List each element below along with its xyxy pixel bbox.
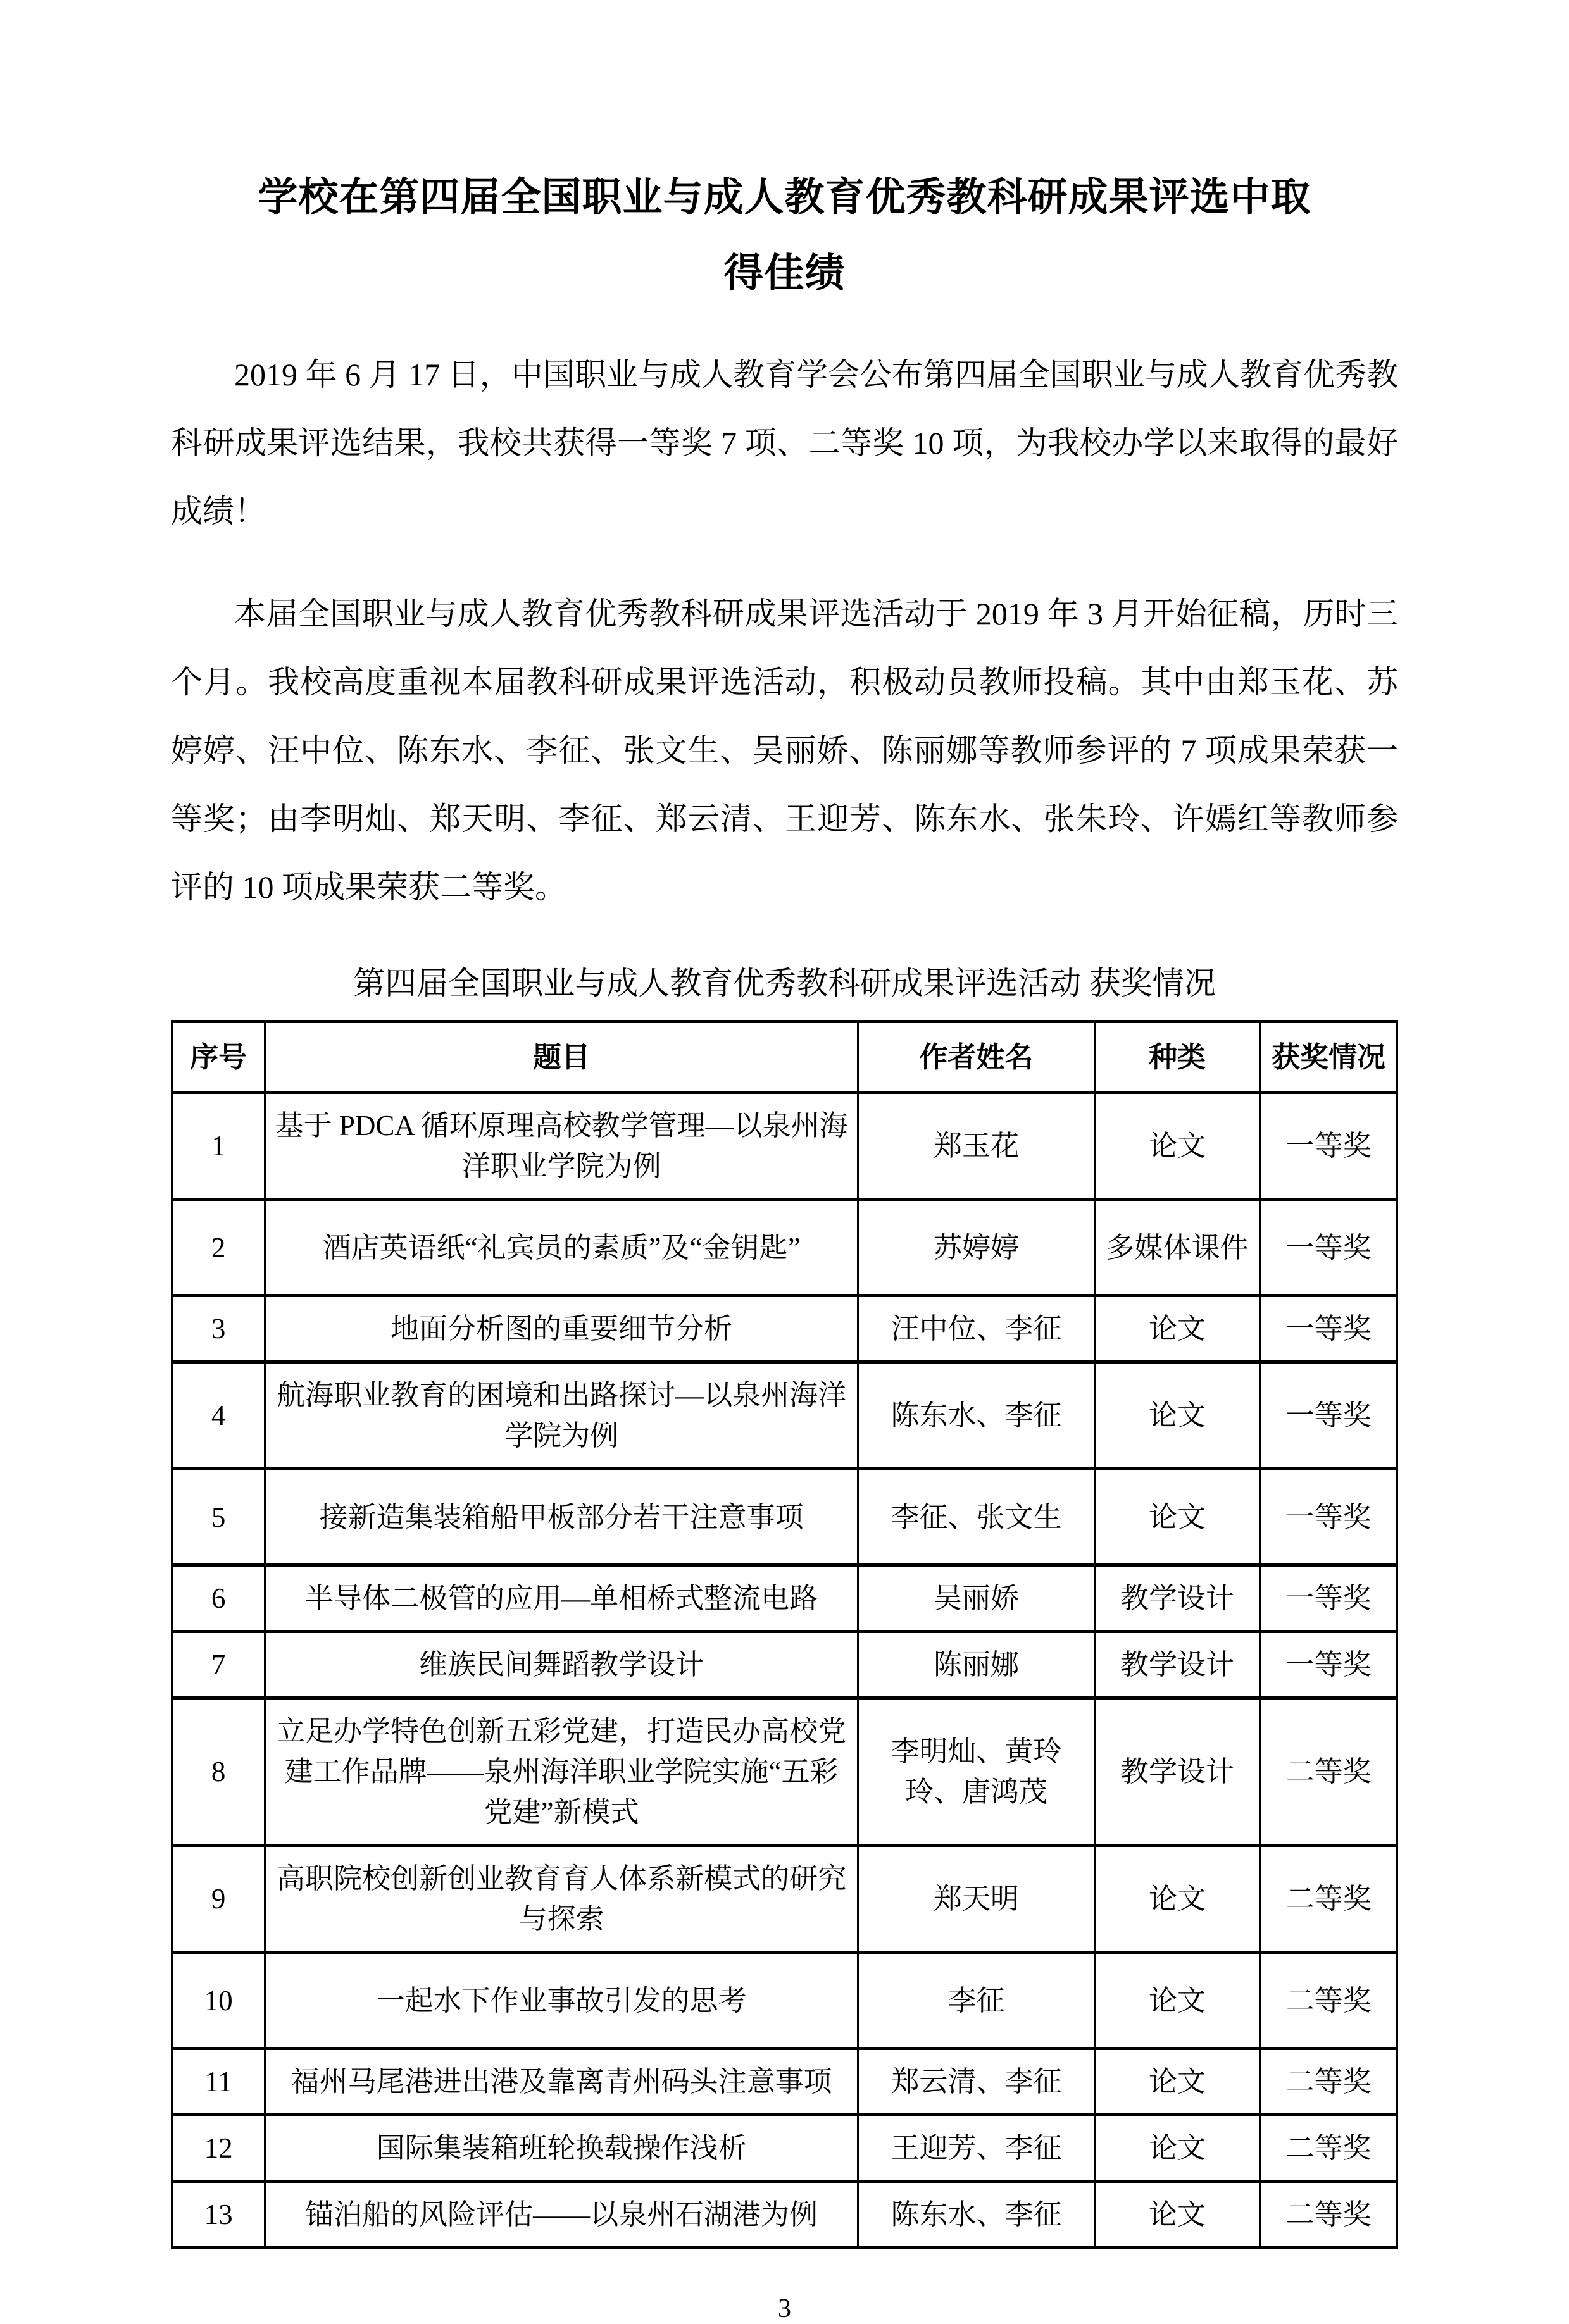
paragraph-results: 2019 年 6 月 17 日，中国职业与成人教育学会公布第四届全国职业与成人教育优秀教科研成果评选结果，我校共获得一等奖 7 项、二等奖 10 项，为我校办学以来取得的最好成绩！: [171, 357, 1398, 529]
type-cell: 论文: [1094, 1846, 1260, 1953]
title-cell: 一起水下作业事故引发的思考: [265, 1953, 858, 2049]
table-row: [172, 1296, 1397, 1362]
title-cell: 立足办学特色创新五彩党建，打造民办高校党建工作品牌——泉州海洋职业学院实施“五彩党建”新模式: [265, 1698, 858, 1846]
award-cell: 一等奖: [1260, 1632, 1397, 1698]
type-cell: 论文: [1094, 1362, 1260, 1469]
row-number-cell: 10: [172, 1953, 265, 2049]
table-body: [172, 1093, 1397, 2248]
authors-cell: 郑云清、李征: [858, 2049, 1095, 2115]
type-cell: 教学设计: [1094, 1632, 1260, 1698]
title-cell: 半导体二极管的应用—单相桥式整流电路: [265, 1565, 858, 1632]
authors-cell: 郑天明: [858, 1846, 1095, 1953]
table-row: [172, 1093, 1397, 1200]
row-number-cell: 12: [172, 2115, 265, 2182]
row-number-cell: 2: [172, 1200, 265, 1296]
title-cell: 酒店英语纸“礼宾员的素质”及“金钥匙”: [265, 1200, 858, 1296]
type-cell: 教学设计: [1094, 1698, 1260, 1846]
document-title-line1: 学校在第四届全国职业与成人教育优秀教科研成果评选中取: [258, 175, 1311, 220]
award-cell: 一等奖: [1260, 1093, 1397, 1200]
authors-cell: 陈丽娜: [858, 1632, 1095, 1698]
type-cell: 论文: [1094, 2049, 1260, 2115]
row-number-cell: 1: [172, 1093, 265, 1200]
document-title-line2: 得佳绩: [723, 251, 846, 295]
type-cell: 论文: [1094, 2182, 1260, 2248]
authors-cell: 汪中位、李征: [858, 1296, 1095, 1362]
paragraph-details: 本届全国职业与成人教育优秀教科研成果评选活动于 2019 年 3 月开始征稿，历时三个月。我校高度重视本届教科研成果评选活动，积极动员教师投稿。其中由郑玉花、苏婷婷、汪中位、陈东水、李征、张文生、吴丽娇、陈丽娜等教师参评的 7 项成果荣获一等奖；由李明灿、郑天明、李征、郑云清、王迎芳、陈东水、张朱玲、许嫣红等教师参评的 10 项成果荣获二等奖。: [171, 596, 1398, 905]
awards-table: [171, 1020, 1398, 2249]
title-cell: 国际集装箱班轮换载操作浅析: [265, 2115, 858, 2182]
row-number-cell: 6: [172, 1565, 265, 1632]
award-cell: 一等奖: [1260, 1296, 1397, 1362]
authors-cell: 李征、张文生: [858, 1469, 1095, 1565]
table-row: [172, 1565, 1397, 1632]
award-cell: 二等奖: [1260, 2115, 1397, 2182]
type-cell: 论文: [1094, 1296, 1260, 1362]
page-number: 3: [778, 2294, 791, 2323]
column-header: 序号: [172, 1022, 265, 1093]
table-row: [172, 1362, 1397, 1469]
table-row: [172, 1698, 1397, 1846]
row-number-cell: 13: [172, 2182, 265, 2248]
table-row: [172, 1846, 1397, 1953]
authors-cell: 陈东水、李征: [858, 1362, 1095, 1469]
row-number-cell: 4: [172, 1362, 265, 1469]
column-header: 题目: [265, 1022, 858, 1093]
column-header: 获奖情况: [1260, 1022, 1397, 1093]
column-header: 作者姓名: [858, 1022, 1095, 1093]
table-row: [172, 2115, 1397, 2182]
type-cell: 论文: [1094, 1093, 1260, 1200]
title-cell: 航海职业教育的困境和出路探讨—以泉州海洋学院为例: [265, 1362, 858, 1469]
table-row: [172, 1632, 1397, 1698]
row-number-cell: 3: [172, 1296, 265, 1362]
authors-cell: 王迎芳、李征: [858, 2115, 1095, 2182]
type-cell: 论文: [1094, 1469, 1260, 1565]
title-cell: 锚泊船的风险评估——以泉州石湖港为例: [265, 2182, 858, 2248]
award-cell: 二等奖: [1260, 1846, 1397, 1953]
column-header: 种类: [1094, 1022, 1260, 1093]
authors-cell: 吴丽娇: [858, 1565, 1095, 1632]
row-number-cell: 9: [172, 1846, 265, 1953]
award-cell: 一等奖: [1260, 1200, 1397, 1296]
title-cell: 福州马尾港进出港及靠离青州码头注意事项: [265, 2049, 858, 2115]
row-number-cell: 5: [172, 1469, 265, 1565]
authors-cell: 郑玉花: [858, 1093, 1095, 1200]
authors-cell: 苏婷婷: [858, 1200, 1095, 1296]
award-cell: 一等奖: [1260, 1362, 1397, 1469]
award-cell: 二等奖: [1260, 2182, 1397, 2248]
type-cell: 多媒体课件: [1094, 1200, 1260, 1296]
authors-cell: 李征: [858, 1953, 1095, 2049]
table-row: [172, 1200, 1397, 1296]
type-cell: 论文: [1094, 1953, 1260, 2049]
table-row: [172, 2049, 1397, 2115]
award-cell: 二等奖: [1260, 1953, 1397, 2049]
table-caption: 第四届全国职业与成人教育优秀教科研成果评选活动 获奖情况: [353, 966, 1216, 1001]
row-number-cell: 7: [172, 1632, 265, 1698]
award-cell: 一等奖: [1260, 1469, 1397, 1565]
award-cell: 二等奖: [1260, 1698, 1397, 1846]
title-cell: 接新造集装箱船甲板部分若干注意事项: [265, 1469, 858, 1565]
title-cell: 维族民间舞蹈教学设计: [265, 1632, 858, 1698]
title-cell: 地面分析图的重要细节分析: [265, 1296, 858, 1362]
title-cell: 高职院校创新创业教育育人体系新模式的研究与探索: [265, 1846, 858, 1953]
type-cell: 论文: [1094, 2115, 1260, 2182]
table-row: [172, 1469, 1397, 1565]
title-cell: 基于 PDCA 循环原理高校教学管理—以泉州海洋职业学院为例: [265, 1093, 858, 1200]
row-number-cell: 8: [172, 1698, 265, 1846]
authors-cell: 陈东水、李征: [858, 2182, 1095, 2248]
table-row: [172, 2182, 1397, 2248]
row-number-cell: 11: [172, 2049, 265, 2115]
document-title: [171, 159, 1398, 311]
table-header-row: [172, 1022, 1397, 1093]
award-cell: 二等奖: [1260, 2049, 1397, 2115]
table-row: [172, 1953, 1397, 2049]
award-cell: 一等奖: [1260, 1565, 1397, 1632]
type-cell: 教学设计: [1094, 1565, 1260, 1632]
authors-cell: 李明灿、黄玲玲、唐鸿茂: [858, 1698, 1095, 1846]
